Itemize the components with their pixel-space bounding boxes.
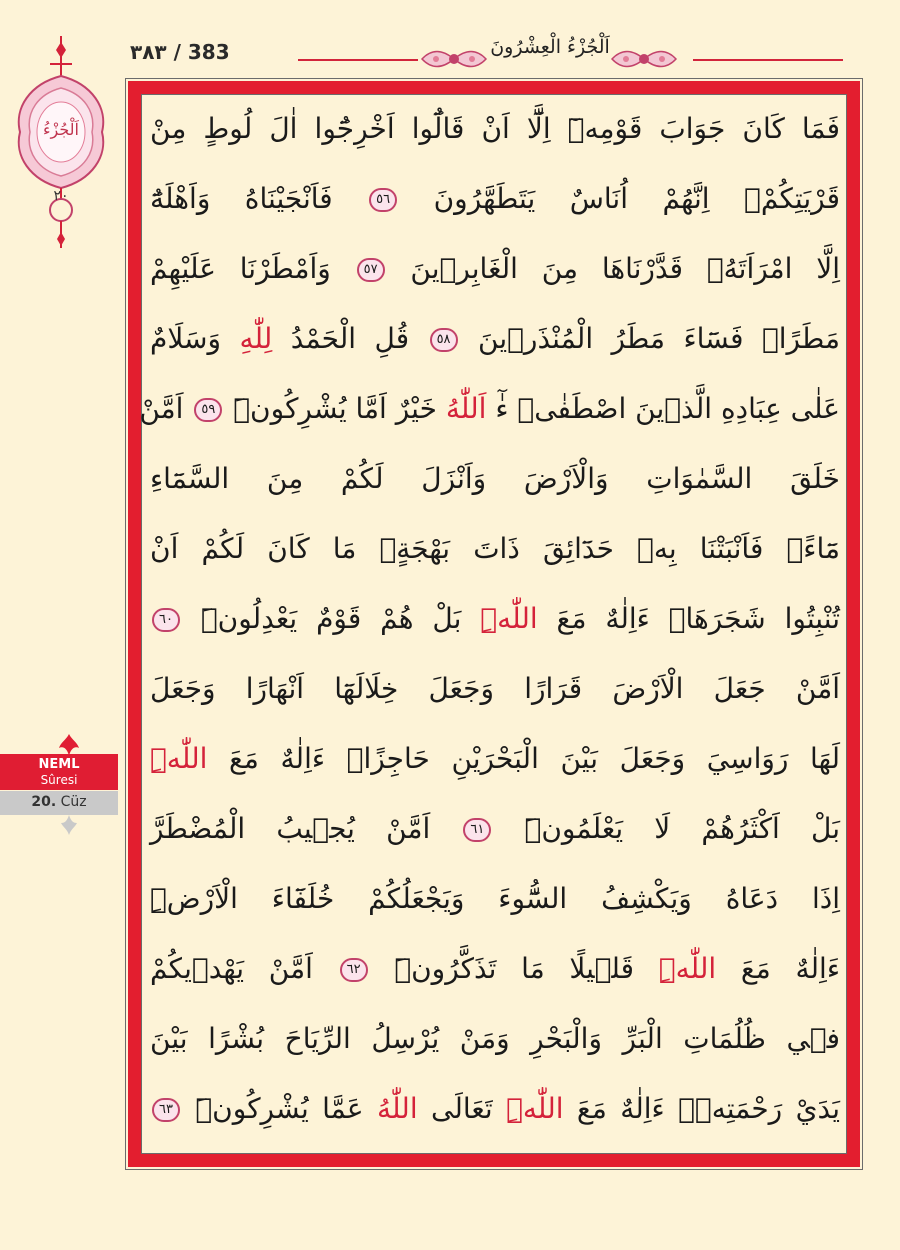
header-ornament-icon <box>608 42 680 76</box>
text-line <box>150 100 840 158</box>
verse-text: اَمَّنْ يُج۪يبُ الْمُضْطَرَّ <box>150 812 431 845</box>
header-rule-right <box>693 59 843 61</box>
verse-text: وَسَلَامٌ <box>150 322 222 355</box>
text-line <box>150 800 840 858</box>
allah-word: اللّٰهُ <box>377 1092 418 1125</box>
verse-text: قَل۪يلًا مَا تَذَكَّرُونَۜ <box>394 952 635 985</box>
verse-text: وَاَمْطَرْنَا عَلَيْهِمْ <box>150 252 331 285</box>
medallion-juz-label: اَلْجُزْءُ <box>43 120 79 139</box>
verse-text: اَمَّنْ جَعَلَ الْاَرْضَ قَرَارًا وَجَعَلَ خِلَالَهَٓا اَنْهَارًا وَجَعَلَ <box>150 672 840 705</box>
verse-text: عَمَّا يُشْرِكُونَۜ <box>195 1092 364 1125</box>
cuz-label <box>0 794 118 810</box>
allah-word: اَللّٰهُ <box>445 392 487 425</box>
page-number: ٣٨٣ / 383 <box>130 40 230 64</box>
cuz-word: Cüz <box>60 794 87 810</box>
text-line <box>150 940 840 998</box>
verse-text: بَلْ هُمْ قَوْمٌ يَعْدِلُونَۜ <box>200 602 462 635</box>
verse-text: عَلٰى عِبَادِهِ الَّذ۪ينَ اصْطَفٰىۜ ءٰٓ <box>495 392 840 425</box>
allah-word: اللّٰهِۜ <box>480 602 538 635</box>
text-line <box>150 170 840 228</box>
verse-text: فَاَنْجَيْنَاهُ وَاَهْلَهُٓ <box>150 182 333 215</box>
text-line <box>150 450 840 508</box>
text-line <box>150 1010 840 1068</box>
juz-medallion <box>14 36 108 250</box>
text-line <box>150 1080 840 1138</box>
verse-text: اَمَّنْ <box>139 392 184 425</box>
fleur-ornament-icon <box>61 815 77 835</box>
verse-text: ف۪ي ظُلُمَاتِ الْبَرِّ وَالْبَحْرِ وَمَنْ يُرْسِلُ الرِّيَاحَ بُشْرًا بَيْنَ <box>150 1022 840 1055</box>
text-line <box>150 520 840 578</box>
verse-text: قُلِ الْحَمْدُ <box>290 322 410 355</box>
header-ornament-icon <box>418 42 490 76</box>
ayah-marker-icon: ٥٧ <box>357 258 385 282</box>
verse-text: ءَاِلٰهٌ مَعَ <box>740 952 840 985</box>
cuz-number: 20. <box>31 794 57 810</box>
ayah-marker-icon: ٥٨ <box>430 328 458 352</box>
ayah-marker-icon: ٦٢ <box>340 958 368 982</box>
verse-text: مَطَرًاۚ فَسَٓاءَ مَطَرُ الْمُنْذَر۪ينَ <box>478 322 840 355</box>
header-rule-left <box>298 59 418 61</box>
text-line <box>150 870 840 928</box>
text-line <box>150 590 840 648</box>
verse-text: اَمَّنْ يَهْد۪يكُمْ <box>150 952 313 985</box>
verse-text: تَعَالَى <box>431 1092 493 1125</box>
ayah-marker-icon: ٦٠ <box>152 608 180 632</box>
verse-text: تُنْبِتُوا شَجَرَهَاۜ ءَاِلٰهٌ مَعَ <box>556 602 841 635</box>
ayah-marker-icon: ٦١ <box>463 818 491 842</box>
verse-text: اِلَّا امْرَاَتَهُۘ قَدَّرْنَاهَا مِنَ الْغَابِر۪ينَ <box>410 252 840 285</box>
juz-title: اَلْجُزْءُ الْعِشْرُونَ <box>490 36 610 58</box>
verse-text: خَلَقَ السَّمٰوَاتِ وَالْاَرْضَ وَاَنْزَلَ لَكُمْ مِنَ السَّمَٓاءِ <box>150 462 840 495</box>
verse-text: بَلْ اَكْثَرُهُمْ لَا يَعْلَمُونَۜ <box>524 812 841 845</box>
ayah-marker-icon: ٥٦ <box>369 188 397 212</box>
verse-text: يَدَيْ رَحْمَتِه۪ۜ ءَاِلٰهٌ مَعَ <box>576 1092 840 1125</box>
text-line <box>150 730 840 788</box>
ayah-marker-icon: ٦٣ <box>152 1098 180 1122</box>
allah-word: اللّٰهِۜ <box>506 1092 564 1125</box>
surah-sub: Sûresi <box>40 773 78 787</box>
fleur-ornament-icon <box>57 734 81 756</box>
verse-text: اِذَا دَعَاهُ وَيَكْشِفُ السُّٓوءَ وَيَجْعَلُكُمْ خُلَفَٓاءَ الْاَرْضِۜ <box>150 882 840 915</box>
verse-text: خَيْرٌ اَمَّا يُشْرِكُونَۜ <box>233 392 437 425</box>
verse-text: فَمَا كَانَ جَوَابَ قَوْمِه۪ٓ اِلَّٓا اَنْ قَالُٓوا اَخْرِجُٓوا اٰلَ لُوطٍ مِنْ <box>150 112 840 145</box>
allah-word: لِلّٰهِ <box>239 322 273 355</box>
text-line <box>150 310 840 368</box>
ayah-marker-icon: ٥٩ <box>194 398 222 422</box>
text-line <box>150 240 840 298</box>
text-line <box>150 660 840 718</box>
medallion-juz-number: ٢٠ <box>53 188 69 204</box>
allah-word: اللّٰهِۜ <box>658 952 717 985</box>
allah-word: اللّٰهِۜ <box>150 742 208 775</box>
text-line <box>139 380 840 438</box>
juz-medallion-icon <box>14 36 108 250</box>
surah-name: NEML <box>38 757 80 772</box>
verse-text: مَٓاءًۚ فَاَنْبَتْنَا بِه۪ حَدَٓائِقَ ذَاتَ بَهْجَةٍۚ مَا كَانَ لَكُمْ اَنْ <box>150 532 840 565</box>
quran-text <box>139 100 841 1150</box>
verse-text: قَرْيَتِكُمْۚ اِنَّهُمْ اُنَاسٌ يَتَطَهَّرُونَ <box>433 182 841 215</box>
verse-text: لَهَا رَوَاسِيَ وَجَعَلَ بَيْنَ الْبَحْرَيْنِ حَاجِزًاۜ ءَاِلٰهٌ مَعَ <box>229 742 840 775</box>
